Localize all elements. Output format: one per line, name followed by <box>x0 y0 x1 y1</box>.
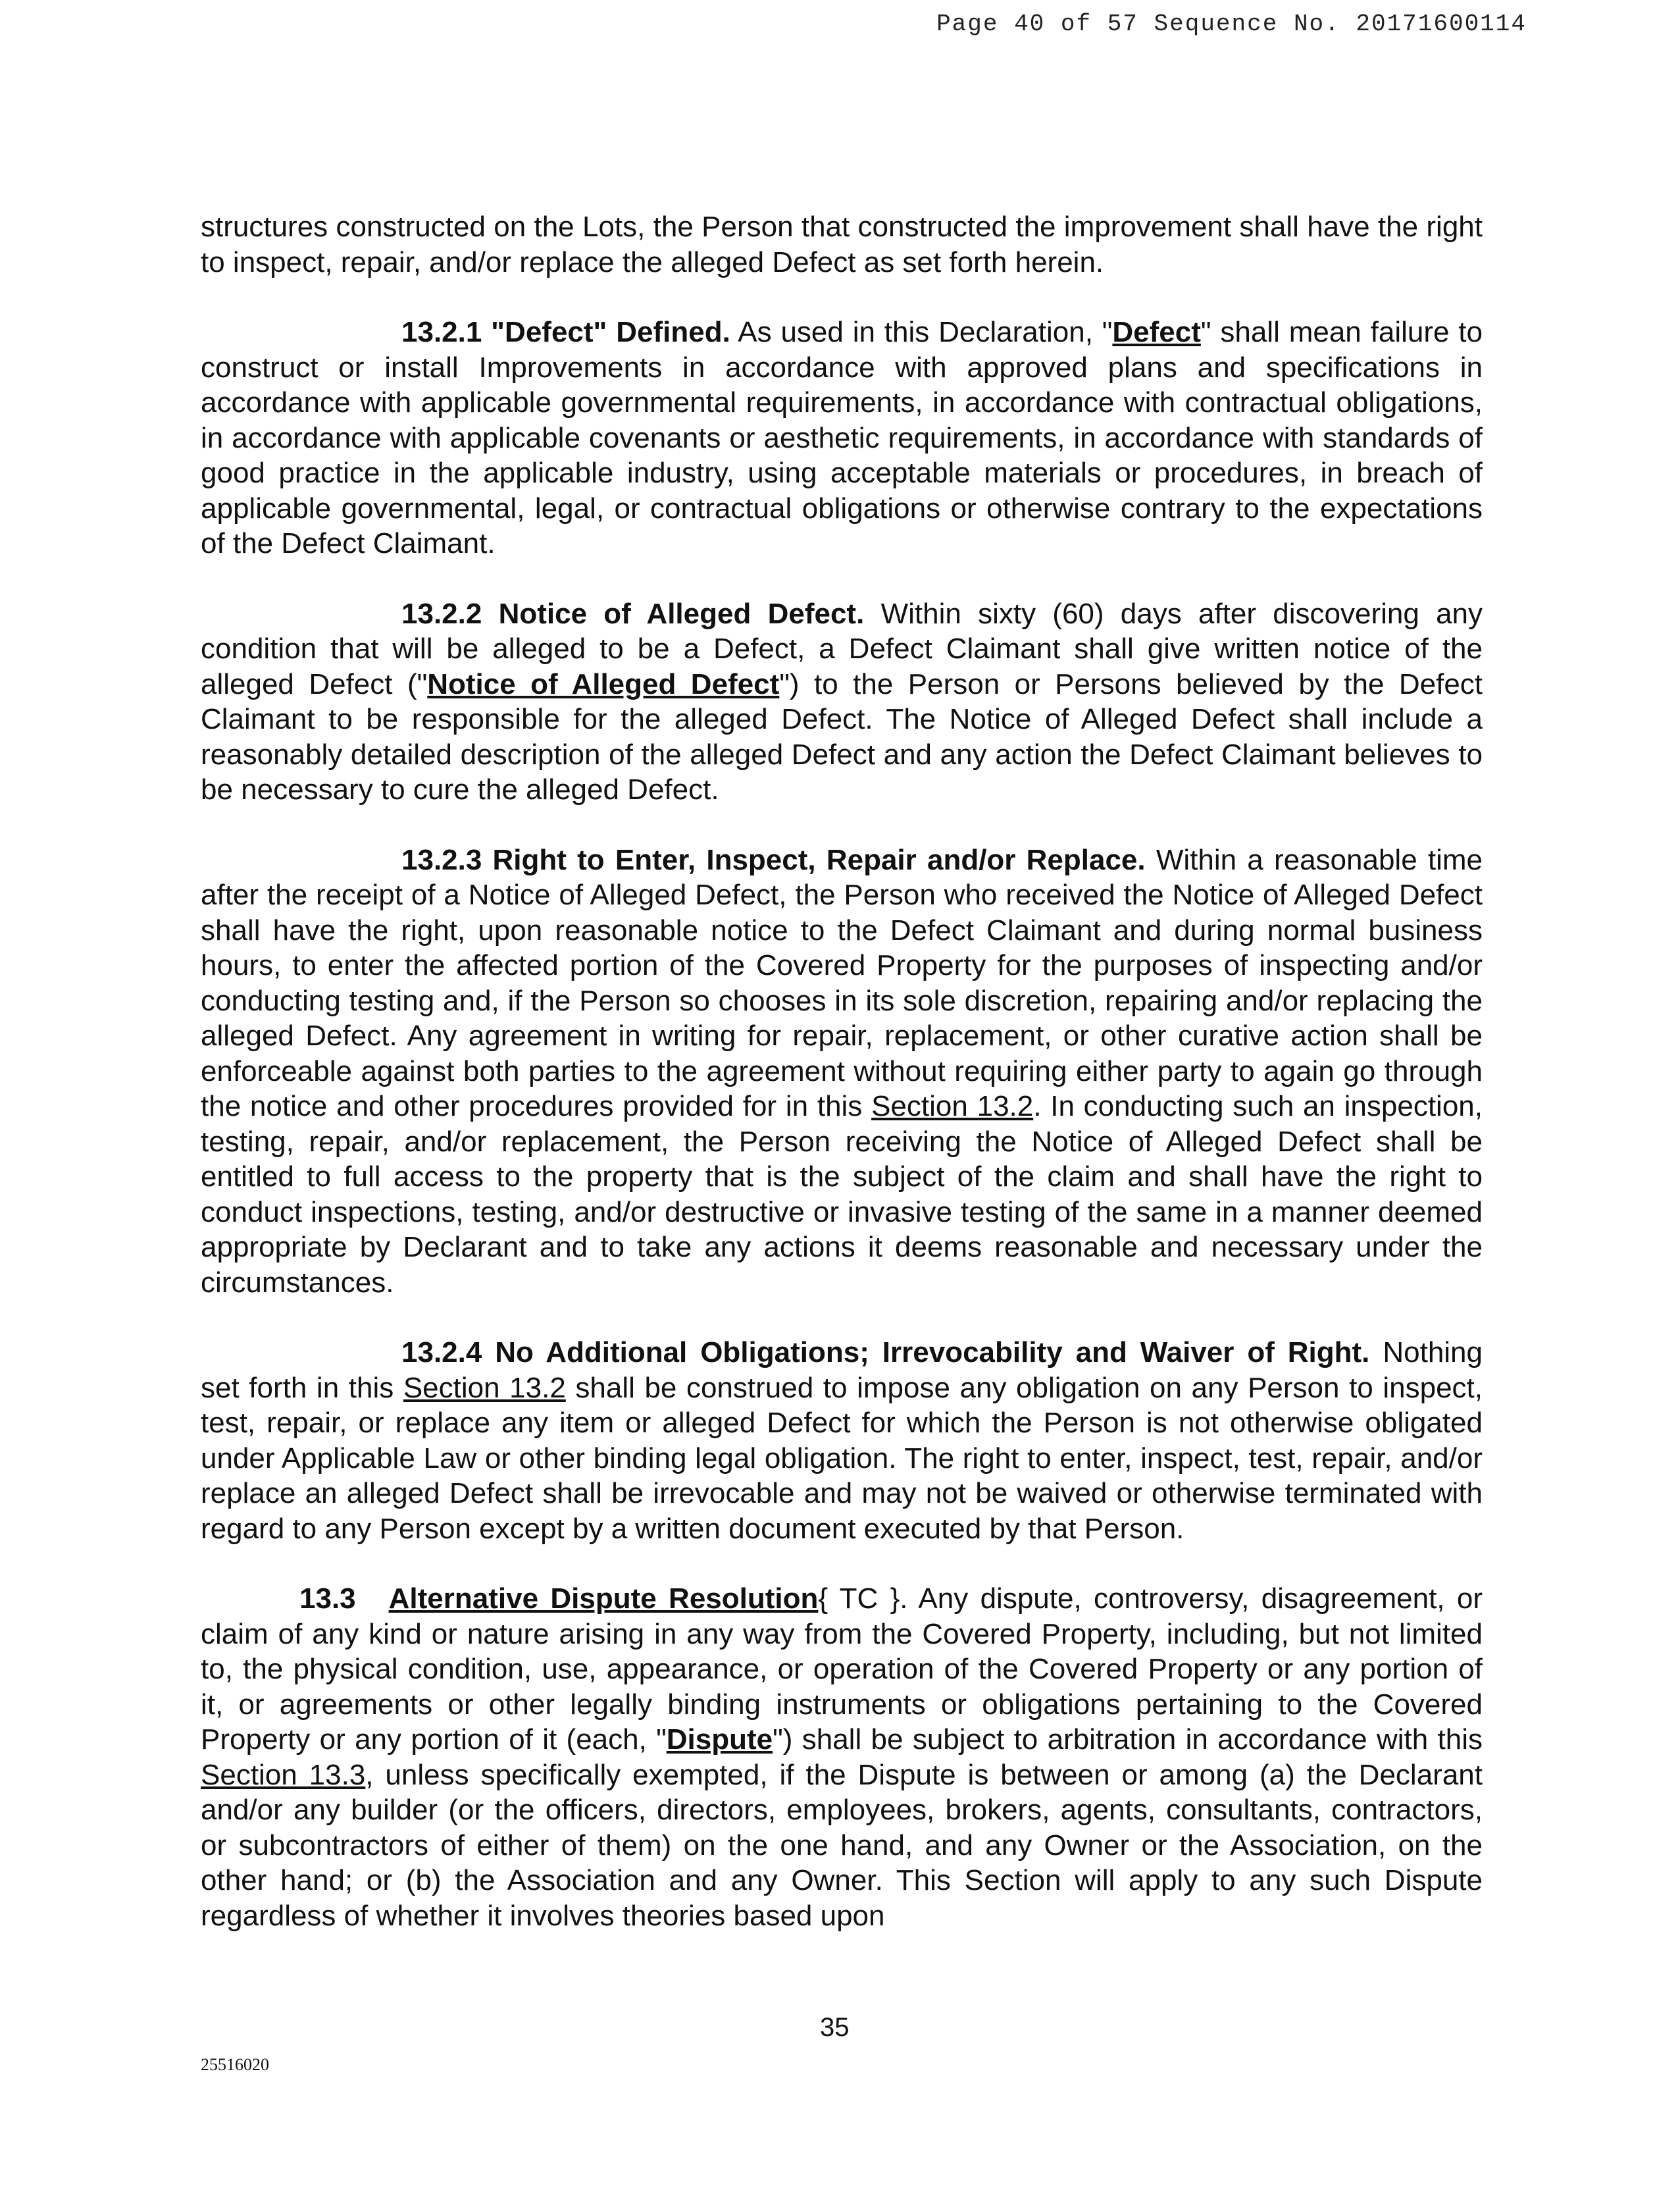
notice-of-alleged-defect-term: Notice of Alleged Defect <box>427 667 780 700</box>
section-13-3-number: 13.3 <box>299 1582 356 1615</box>
section-13-2-3-text-a: Within a reasonable time after the receipt of a Notice of Alleged Defect, the Person who received the Notice of Alleged Defect shall have the right, upon reasonable notice to the Defect Claimant and during normal business hours, to enter the affected portion of the Covered Property for the purposes of inspecting and/or conducting testing and, if the Person so chooses in its sole discretion, repairing and/or replacing the alleged Defect. Any agreement in writing for repair, replacement, or other curative action shall be enforceable against both parties to the agreement without requiring either party to again go through the notice and other procedures provided for in this <box>201 843 1483 1122</box>
section-13-2-2-heading: 13.2.2 Notice of Alleged Defect. <box>401 597 865 630</box>
section-13-3-reference: Section 13.3 <box>201 1758 366 1791</box>
document-body <box>201 209 1483 1968</box>
intro-paragraph <box>201 209 1483 280</box>
section-13-2-1-text-a: As used in this Declaration, " <box>730 316 1113 348</box>
section-13-2-1-heading: 13.2.1 "Defect" Defined. <box>401 316 730 348</box>
section-13-2-1-paragraph <box>201 315 1483 561</box>
dispute-term: Dispute <box>666 1723 773 1756</box>
section-13-3-text-b: ") shall be subject to arbitration in accordance with this <box>773 1723 1483 1756</box>
section-13-2-reference: Section 13.2 <box>871 1090 1034 1122</box>
table-of-contents-code: { TC } <box>818 1582 900 1615</box>
section-13-2-2-paragraph <box>201 596 1483 808</box>
page-sequence-header: Page 40 of 57 Sequence No. 20171600114 <box>936 11 1527 38</box>
section-13-3-text-a: . Any dispute, controversy, disagreement, or claim of any kind or nature arising in any way from the Covered Property, including, but not limited to, the physical condition, use, appearance, or operation of the Covered Property or any portion of it, or agreements or other legally binding instruments or obligations pertaining to the Covered Property or any portion of it (each, " <box>201 1582 1483 1756</box>
section-13-2-3-heading: 13.2.3 Right to Enter, Inspect, Repair and/or Replace. <box>401 843 1146 876</box>
section-13-2-4-heading: 13.2.4 No Additional Obligations; Irrevocability and Waiver of Right. <box>401 1336 1370 1368</box>
section-13-2-3-paragraph <box>201 843 1483 1301</box>
section-13-2-1-text-b: " shall mean failure to construct or install Improvements in accordance with approved plans and specifications in accordance with applicable governmental requirements, in accordance with contractual obligations, in accordance with applicable covenants or aesthetic requirements, in accordance with standards of good practice in the applicable industry, using acceptable materials or procedures, in breach of applicable governmental, legal, or contractual obligations or otherwise contrary to the expectations of the Defect Claimant. <box>201 316 1483 560</box>
section-13-2-4-text-b: shall be construed to impose any obligation on any Person to inspect, test, repair, or replace any item or alleged Defect for which the Person is not otherwise obligated under Applicable Law or other binding legal obligation. The right to enter, inspect, test, repair, and/or replace an alleged Defect shall be irrevocable and may not be waived or otherwise terminated with regard to any Person except by a written document executed by that Person. <box>201 1371 1483 1545</box>
defect-term: Defect <box>1112 316 1201 348</box>
document-id: 25516020 <box>201 2055 269 2074</box>
section-13-2-4-text-a: Nothing set forth in this <box>201 1336 1483 1404</box>
section-13-2-2-text-a: Within sixty (60) days after discovering any condition that will be alleged to be a Defect, a Defect Claimant shall give written notice of the alleged Defect (" <box>201 597 1483 700</box>
section-13-3-text-c: , unless specifically exempted, if the Dispute is between or among (a) the Declarant and/or any builder (or the officers, directors, employees, brokers, agents, consultants, contractors, or subcontractors of either of them) on the one hand, and any Owner or the Association, on the other hand; or (b) the Association and any Owner. This Section will apply to any such Dispute regardless of whether it involves theories based upon <box>201 1758 1483 1932</box>
section-13-3-paragraph <box>201 1581 1483 1933</box>
intro-text: structures constructed on the Lots, the Person that constructed the improvement shall have the right to inspect, repair, and/or replace the alleged Defect as set forth herein. <box>201 211 1483 278</box>
section-13-2-4-paragraph <box>201 1335 1483 1546</box>
section-13-3-heading: Alternative Dispute Resolution <box>388 1582 819 1615</box>
page-number: 35 <box>820 2013 850 2042</box>
section-13-2-2-text-b: ") to the Person or Persons believed by the Defect Claimant to be responsible for the alleged Defect. The Notice of Alleged Defect shall include a reasonably detailed description of the alleged Defect and any action the Defect Claimant believes to be necessary to cure the alleged Defect. <box>201 667 1483 806</box>
section-13-2-3-text-b: . In conducting such an inspection, testing, repair, and/or replacement, the Person receiving the Notice of Alleged Defect shall be entitled to full access to the property that is the subject of the claim and shall have the right to conduct inspections, testing, and/or destructive or invasive testing of the same in a manner deemed appropriate by Declarant and to take any actions it deems reasonable and necessary under the circumstances. <box>201 1090 1483 1299</box>
section-13-2-reference: Section 13.2 <box>403 1371 566 1404</box>
